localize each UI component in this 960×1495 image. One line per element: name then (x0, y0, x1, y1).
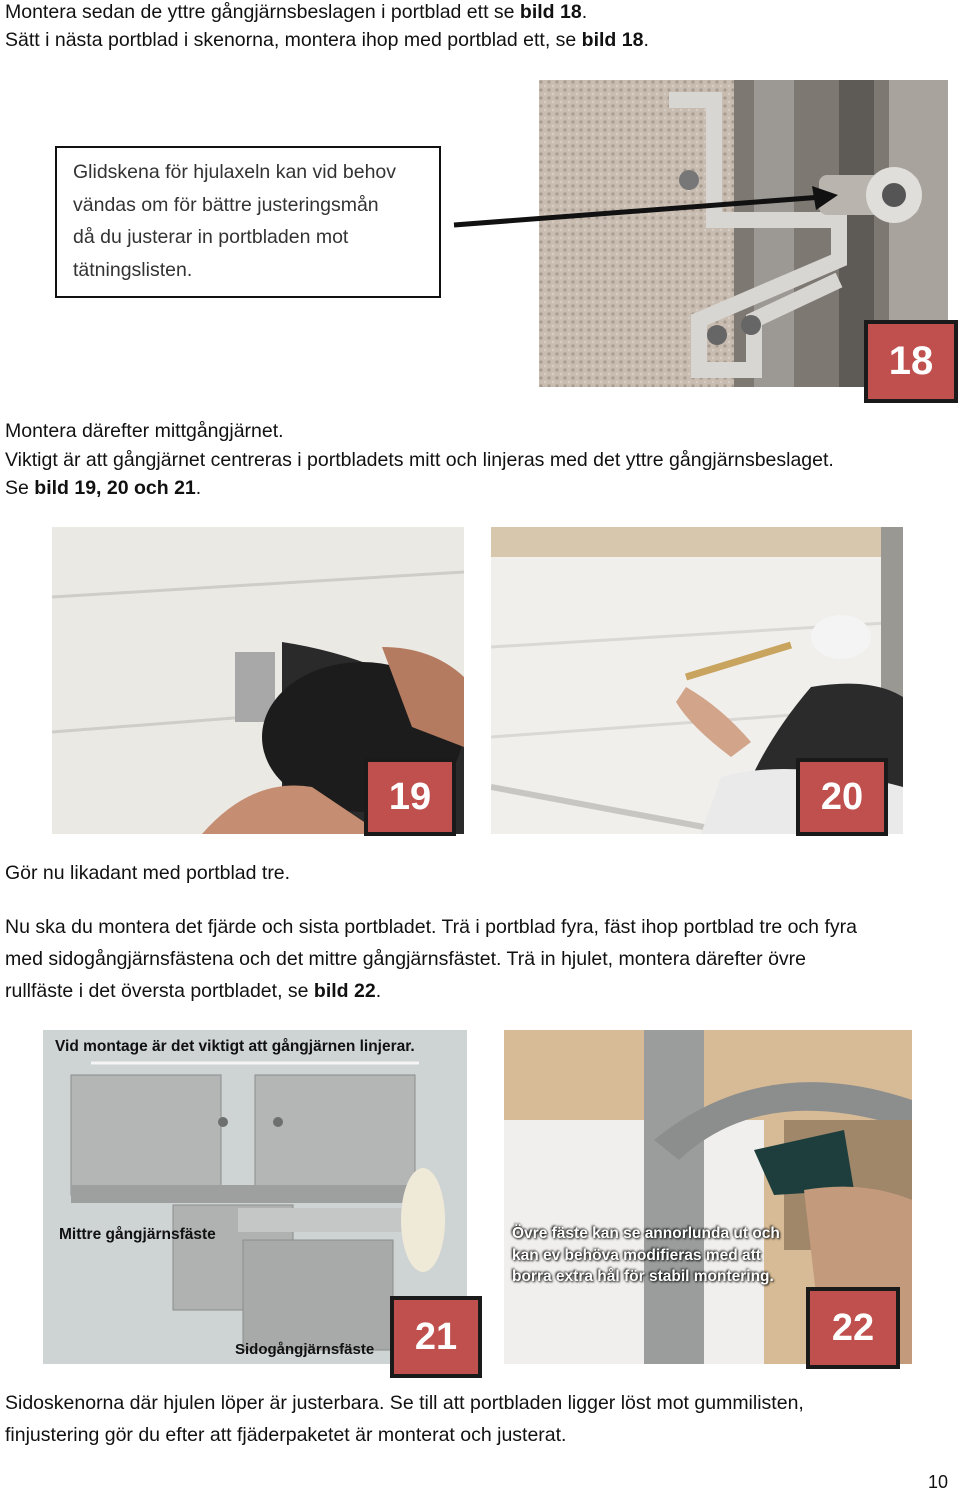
section2-line-2: Viktigt är att gångjärnet centreras i portbladets mitt och linjeras med det yttre gångjärnsbeslaget. (5, 449, 834, 471)
badge-18: 18 (864, 320, 958, 403)
callout-line-4: tätningslisten. (73, 258, 193, 281)
photo21-heading: Vid montage är det viktigt att gångjärnen linjerar. (55, 1038, 415, 1055)
badge-19: 19 (364, 758, 456, 836)
section3-line-1: Gör nu likadant med portblad tre. (5, 862, 291, 884)
section5-line-2: finjustering gör du efter att fjäderpaketet är monterat och justerat. (5, 1424, 567, 1446)
callout-box (55, 146, 441, 298)
photo22-overlay-line-3: borra extra hål för stabil montering. (512, 1268, 774, 1285)
callout-line-2: vändas om för bättre justeringsmån (73, 193, 379, 216)
section4-line-3: rullfäste i det översta portbladet, se bild 22. (5, 980, 382, 1002)
section4-line-1: Nu ska du montera det fjärde och sista portbladet. Trä i portblad fyra, fäst ihop portblad tre och fyra (5, 916, 857, 938)
badge-21: 21 (390, 1296, 482, 1378)
section4-line-2: med sidogångjärnsfästena och det mittre gångjärnsfästet. Trä in hjulet, montera därefter övre (5, 948, 807, 970)
badge-20: 20 (796, 758, 888, 836)
section5-line-1: Sidoskenorna där hjulen löper är justerbara. Se till att portbladen ligger löst mot gummilisten, (5, 1392, 804, 1414)
intro-line-2: Sätt i nästa portblad i skenorna, montera ihop med portblad ett, se bild 18. (5, 29, 649, 51)
badge-22: 22 (806, 1287, 900, 1369)
photo21-label-side: Sidogångjärnsfäste (235, 1341, 375, 1358)
page-number: 10 (927, 1472, 948, 1492)
photo22-overlay-line-1: Övre fäste kan se annorlunda ut och (512, 1225, 780, 1242)
callout-line-1: Glidskena för hjulaxeln kan vid behov (73, 161, 397, 183)
section2-line-1: Montera därefter mittgångjärnet. (5, 420, 284, 442)
photo22-overlay-line-2: kan ev behöva modifieras med att (512, 1246, 761, 1264)
callout-arrow (450, 180, 850, 240)
intro-line-1: Montera sedan de yttre gångjärnsbeslagen i portblad ett se bild 18. (5, 1, 588, 23)
callout-line-3: då du justerar in portbladen mot (73, 226, 349, 248)
section2-line-3: Se bild 19, 20 och 21. (5, 477, 202, 499)
photo21-label-mid: Mittre gångjärnsfäste (59, 1226, 216, 1243)
photo22-overlay (512, 1223, 780, 1288)
